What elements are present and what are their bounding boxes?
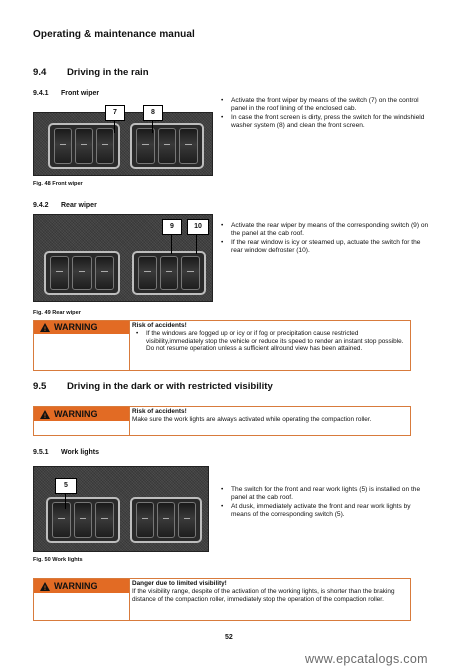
switch bbox=[179, 128, 198, 164]
section-heading-9-5: 9.5 Driving in the dark or with restricted visibility bbox=[33, 381, 273, 392]
warning-text: Danger due to limited visibility! If the visibility range, despite of the activation of the working lights, is shorter than the braking distance of the compaction roller, immediately stop the operation of the compaction roller. bbox=[132, 580, 395, 603]
callout-5: 5 bbox=[55, 478, 77, 494]
switch bbox=[95, 502, 114, 538]
switch bbox=[50, 256, 69, 290]
warning-list bbox=[136, 330, 406, 353]
switch bbox=[54, 128, 72, 164]
figure-caption-49: Fig. 49 Rear wiper bbox=[33, 310, 81, 316]
divider bbox=[129, 407, 130, 435]
switch-panel-left bbox=[46, 497, 120, 543]
switch bbox=[157, 502, 175, 538]
list-item: • Activate the front wiper by means of the switch (7) on the control panel in the roof lining of the enclosed cab. bbox=[221, 97, 429, 114]
switch bbox=[136, 128, 155, 164]
switch-panel-right bbox=[130, 123, 204, 169]
switch-panel-right bbox=[130, 497, 202, 543]
rear-wiper-photo bbox=[33, 214, 213, 302]
callout-line bbox=[114, 119, 115, 133]
warning-label: ! WARNING bbox=[34, 321, 129, 334]
warning-triangle-icon: ! bbox=[40, 410, 50, 419]
divider bbox=[129, 579, 130, 620]
figure-caption-48: Fig. 48 Front wiper bbox=[33, 181, 83, 187]
warning-label: ! WARNING bbox=[34, 579, 129, 593]
switch bbox=[158, 128, 177, 164]
manual-title: Operating & maintenance manual bbox=[33, 29, 195, 40]
switch bbox=[136, 502, 154, 538]
rear-wiper-instructions bbox=[221, 222, 431, 256]
section-heading-9-4: 9.4 Driving in the rain bbox=[33, 67, 149, 78]
divider bbox=[129, 321, 130, 370]
switch bbox=[72, 256, 91, 290]
warning-triangle-icon: ! bbox=[40, 323, 50, 332]
subsection-heading-9-4-1: 9.4.1 Front wiper bbox=[33, 90, 100, 97]
list-item: • If the windows are fogged up or icy or if fog or precipitation cause restricted visibility,immediately stop the vehicle or reduce its speed to render an instant stop possible. Do not resume operation unless a sufficient allround view has been attained. bbox=[136, 330, 406, 353]
switch bbox=[74, 502, 93, 538]
switch-panel-left bbox=[44, 251, 120, 295]
switch bbox=[138, 256, 157, 290]
list-item: • If the rear window is icy or steamed up, actuate the switch for the rear window defroster (10). bbox=[221, 239, 431, 256]
subsection-heading-9-5-1: 9.5.1 Work lights bbox=[33, 449, 99, 456]
warning-box bbox=[33, 578, 411, 621]
switch-panel-left bbox=[48, 123, 120, 169]
switch bbox=[96, 128, 114, 164]
list-item: • At dusk, immediately activate the front and rear work lights by means of the corresponding switch (5). bbox=[221, 503, 426, 520]
callout-line bbox=[196, 232, 197, 254]
list-item: • Activate the rear wiper by means of the corresponding switch (9) on the panel at the cab roof. bbox=[221, 222, 431, 239]
callout-line bbox=[171, 232, 172, 254]
callout-7: 7 bbox=[105, 105, 125, 121]
switch bbox=[52, 502, 71, 538]
front-wiper-photo bbox=[33, 112, 213, 176]
warning-label: ! WARNING bbox=[34, 407, 129, 421]
list-item: • In case the front screen is dirty, press the switch for the windshield washer system (8) and clean the front screen. bbox=[221, 114, 429, 131]
warning-box bbox=[33, 406, 411, 436]
callout-line bbox=[152, 119, 153, 133]
switch bbox=[181, 256, 200, 290]
warning-text: Risk of accidents! Make sure the work lights are always activated while operating the compaction roller. bbox=[132, 408, 372, 423]
callout-10: 10 bbox=[187, 219, 209, 235]
front-wiper-instructions bbox=[221, 97, 429, 131]
page-number: 52 bbox=[225, 634, 233, 641]
switch bbox=[178, 502, 196, 538]
switch-panel-right bbox=[132, 251, 206, 295]
warning-box bbox=[33, 320, 411, 371]
warning-triangle-icon: ! bbox=[40, 582, 50, 591]
switch bbox=[75, 128, 93, 164]
work-lights-instructions bbox=[221, 486, 426, 520]
callout-9: 9 bbox=[162, 219, 182, 235]
figure-caption-50: Fig. 50 Work lights bbox=[33, 557, 83, 563]
callout-8: 8 bbox=[143, 105, 163, 121]
subsection-heading-9-4-2: 9.4.2 Rear wiper bbox=[33, 202, 97, 209]
switch bbox=[160, 256, 179, 290]
switch bbox=[95, 256, 114, 290]
warning-text: Risk of accidents! • If the windows are fogged up or icy or if fog or precipitation cause restricted visibility,immediately stop the vehicle or reduce its speed to render an instant stop possible. Do not resume operation unless a sufficient allround view has been attained. bbox=[132, 322, 406, 353]
list-item: • The switch for the front and rear work lights (5) is installed on the panel at the cab roof. bbox=[221, 486, 426, 503]
watermark: www.epcatalogs.com bbox=[305, 652, 428, 666]
